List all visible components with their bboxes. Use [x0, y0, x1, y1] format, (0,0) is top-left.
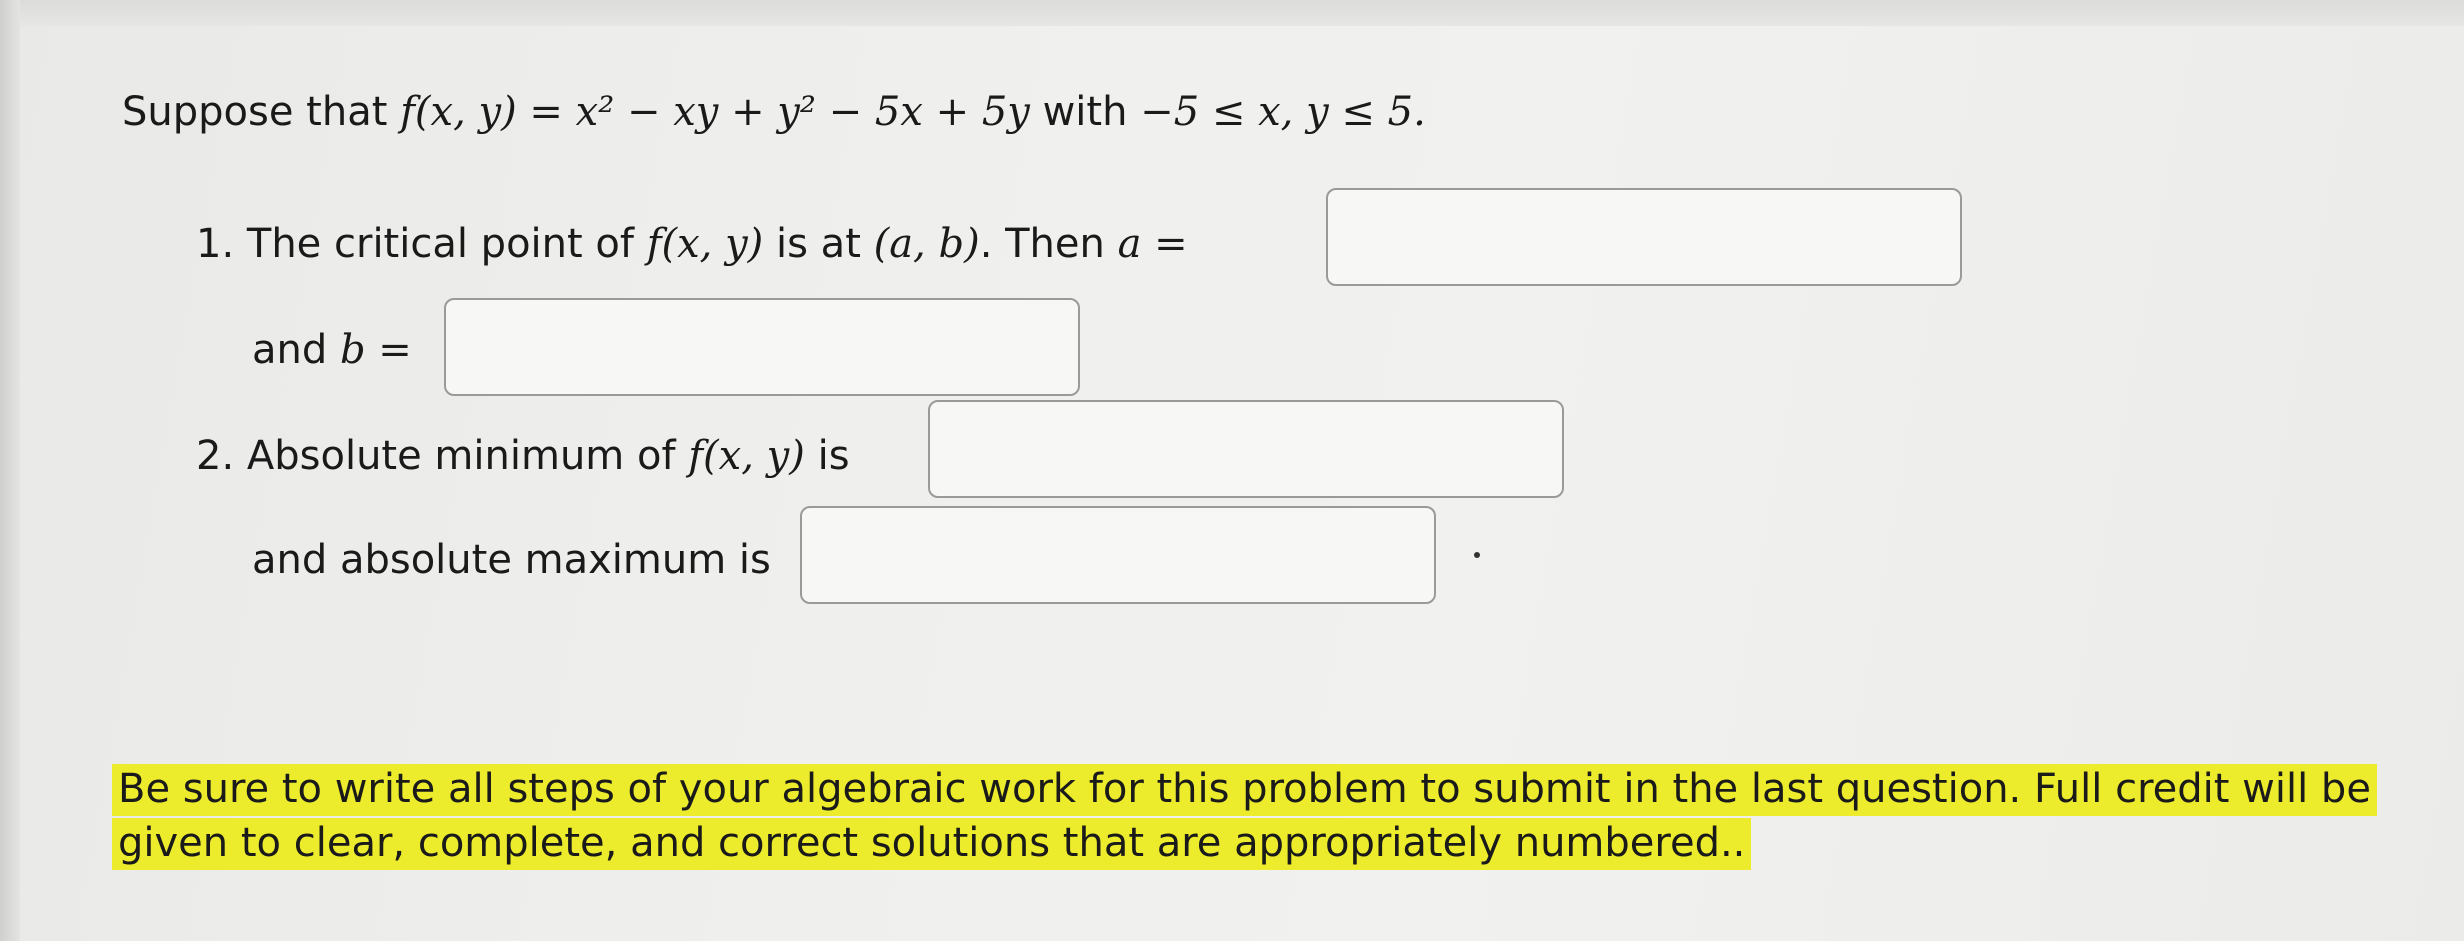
- answer-max-input[interactable]: [802, 508, 1434, 602]
- domain-constraint: −5 ≤ x, y ≤ 5.: [1140, 89, 1426, 135]
- question-1-var-b: b =: [339, 327, 412, 373]
- question-2: [196, 426, 850, 486]
- left-edge: [0, 0, 20, 941]
- question-2-number: 2.: [196, 433, 235, 479]
- problem-statement: [122, 82, 1426, 142]
- answer-b-input[interactable]: [446, 300, 1078, 394]
- question-1-b-line: [252, 320, 412, 380]
- question-2-text: Absolute minimum of: [246, 433, 689, 479]
- answer-max-box[interactable]: [800, 506, 1436, 604]
- question-1-number: 1.: [196, 221, 235, 267]
- intro-middle: with: [1029, 89, 1141, 135]
- highlighted-note-text: Be sure to write all steps of your algebraic work for this problem to submit in the last question. Full credit will be given to clear, complete, and correct solutions that are appropriately numbered..: [112, 764, 2377, 870]
- question-2-func: f(x, y): [688, 433, 805, 479]
- intro-prefix: Suppose that: [122, 89, 401, 135]
- question-2-sub-text: and absolute maximum is: [252, 537, 771, 583]
- question-1-text3: . Then: [979, 221, 1118, 267]
- answer-b-box[interactable]: [444, 298, 1080, 396]
- question-2-max-line: [252, 530, 771, 590]
- question-1-text: The critical point of: [246, 221, 647, 267]
- answer-min-input[interactable]: [930, 402, 1562, 496]
- function-definition: f(x, y) = x² − xy + y² − 5x + 5y: [400, 89, 1030, 135]
- question-2-text2: is: [804, 433, 850, 479]
- question-1-func: f(x, y): [646, 221, 764, 267]
- top-band: [0, 0, 2464, 26]
- question-1: [196, 214, 1188, 274]
- instructions-note: [112, 762, 2378, 870]
- answer-min-box[interactable]: [928, 400, 1564, 498]
- question-1-point: (a, b): [873, 221, 980, 267]
- question-1-sub-text: and: [252, 327, 340, 373]
- answer-a-box[interactable]: [1326, 188, 1962, 286]
- answer-a-input[interactable]: [1328, 190, 1960, 284]
- period-dot: [1474, 552, 1480, 558]
- question-1-text2: is at: [763, 221, 874, 267]
- question-1-var-a: a =: [1117, 221, 1188, 267]
